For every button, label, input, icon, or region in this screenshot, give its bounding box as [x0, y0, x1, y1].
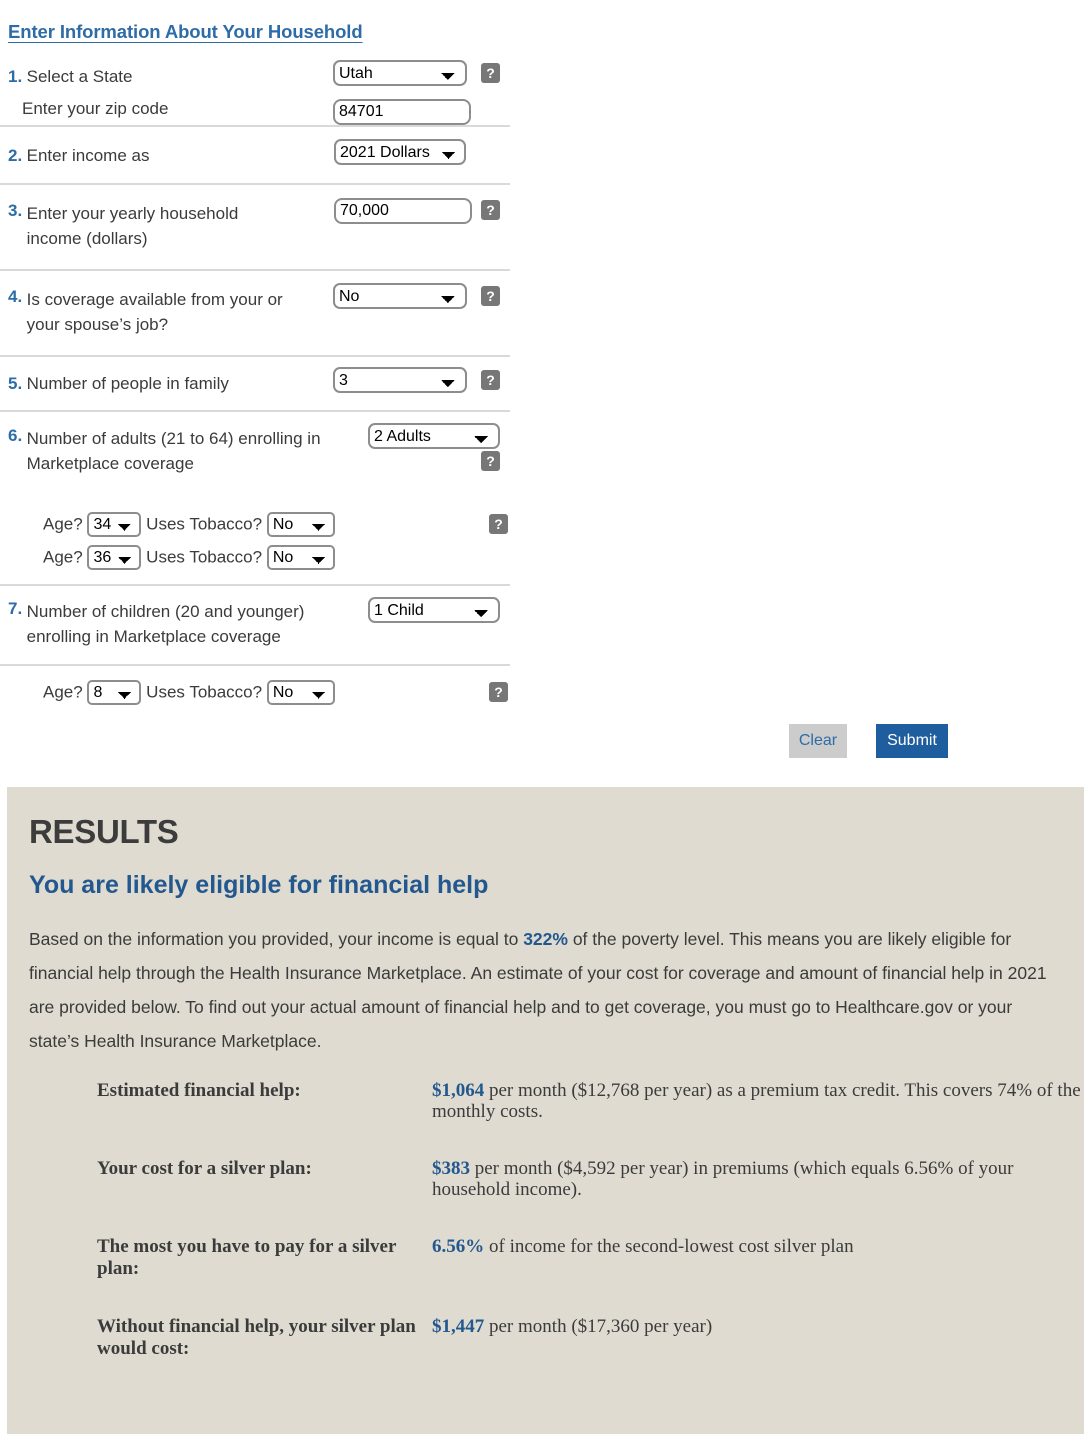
- adult-row-2: [8, 541, 510, 574]
- adult-2-tobacco-select[interactable]: [267, 545, 335, 570]
- adults-count-select[interactable]: [368, 423, 500, 449]
- children-count-select[interactable]: [368, 597, 500, 623]
- help-icon-adults[interactable]: ?: [481, 451, 500, 471]
- paragraph-part-1: Based on the information you provided, your income is equal to: [29, 929, 524, 949]
- submit-button[interactable]: Submit: [876, 724, 948, 758]
- table-row: [97, 1080, 1084, 1158]
- help-icon-income[interactable]: ?: [481, 200, 500, 220]
- result-value: [432, 1316, 1084, 1360]
- question-number: 4.: [8, 287, 23, 306]
- question-row-adults: [0, 412, 510, 586]
- adult-row-1: [8, 508, 510, 541]
- question-row-family-size: [0, 357, 510, 412]
- help-icon-child-ages[interactable]: ?: [489, 682, 508, 702]
- form-actions: [0, 724, 1084, 768]
- results-subheading: You are likely eligible for financial help: [29, 871, 489, 899]
- paragraph-part-2: of the poverty level. This means you are likely eligible for financial help through the Health Insurance Marketplace. An estimate of your cost for coverage and amount of financial help in 2021 are provided below. To find out your actual amount of financial help and to get coverage, you must go to Healthcare.gov or your state’s Health Insurance Marketplace.: [29, 929, 1047, 1051]
- result-value: [432, 1080, 1084, 1158]
- page-title: Enter Information About Your Household: [8, 21, 363, 42]
- result-highlight: 6.56%: [432, 1236, 485, 1257]
- help-icon-family-size[interactable]: ?: [481, 370, 500, 390]
- zip-code-label: Enter your zip code: [22, 99, 169, 118]
- results-table: [97, 1080, 1084, 1360]
- question-row-children: [0, 586, 510, 666]
- result-highlight: $383: [432, 1158, 470, 1179]
- question-label: Number of people in family: [26, 374, 229, 393]
- question-label: Is coverage available from your or your spouse’s job?: [26, 290, 283, 334]
- help-icon-ages[interactable]: ?: [489, 514, 508, 534]
- question-number: 1.: [8, 67, 23, 86]
- table-row: [97, 1236, 1084, 1316]
- question-label: Select a State: [26, 67, 133, 86]
- results-heading: RESULTS: [29, 813, 179, 850]
- family-size-select[interactable]: [333, 367, 467, 393]
- result-label: Your cost for a silver plan:: [97, 1158, 312, 1179]
- result-rest: of income for the second-lowest cost silver plan: [484, 1236, 854, 1257]
- table-row: [97, 1316, 1084, 1360]
- help-icon-state[interactable]: ?: [481, 63, 500, 83]
- child-1-tobacco-select[interactable]: [267, 680, 335, 705]
- result-rest: per month ($4,592 per year) in premiums (which equals 6.56% of your household income).: [432, 1158, 1014, 1200]
- question-row-income-basis: [0, 127, 510, 185]
- result-label: Estimated financial help:: [97, 1080, 301, 1101]
- state-select[interactable]: [333, 60, 467, 86]
- poverty-percent: 322%: [523, 929, 568, 949]
- question-label: Number of adults (21 to 64) enrolling in Marketplace coverage: [26, 429, 321, 473]
- question-label: Enter your yearly household income (dollars): [26, 204, 239, 248]
- question-row-income: [0, 185, 510, 271]
- income-basis-select[interactable]: [334, 139, 466, 165]
- question-label: Enter income as: [26, 146, 150, 165]
- result-highlight: $1,064: [432, 1080, 485, 1101]
- results-paragraph: [29, 922, 1049, 1058]
- question-number: 6.: [8, 426, 23, 445]
- tobacco-label: Uses Tobacco?: [146, 547, 263, 567]
- income-input[interactable]: [334, 198, 472, 224]
- question-row-job-coverage: [0, 271, 510, 357]
- age-label: Age?: [43, 514, 83, 534]
- question-row-state: [0, 55, 510, 127]
- question-label: Number of children (20 and younger) enrolling in Marketplace coverage: [26, 602, 305, 646]
- help-icon-job-coverage[interactable]: ?: [481, 286, 500, 306]
- question-number: 2.: [8, 146, 23, 165]
- result-value: [432, 1236, 1084, 1316]
- child-1-age-select[interactable]: [87, 680, 141, 705]
- adult-1-age-select[interactable]: [87, 512, 141, 537]
- adult-1-tobacco-select[interactable]: [267, 512, 335, 537]
- table-row: [97, 1158, 1084, 1236]
- age-label: Age?: [43, 682, 83, 702]
- result-rest: per month ($17,360 per year): [484, 1316, 713, 1337]
- results-panel: [7, 787, 1084, 1434]
- job-coverage-select[interactable]: [333, 283, 467, 309]
- tobacco-label: Uses Tobacco?: [146, 682, 263, 702]
- result-rest: per month ($12,768 per year) as a premium tax credit. This covers 74% of the monthly costs.: [432, 1080, 1081, 1122]
- result-highlight: $1,447: [432, 1316, 485, 1337]
- question-number: 3.: [8, 201, 23, 220]
- result-label: The most you have to pay for a silver plan:: [97, 1236, 397, 1279]
- result-label: Without financial help, your silver plan would cost:: [97, 1316, 416, 1359]
- adult-2-age-select[interactable]: [87, 545, 141, 570]
- tobacco-label: Uses Tobacco?: [146, 514, 263, 534]
- zip-code-input[interactable]: [333, 99, 471, 125]
- clear-button[interactable]: Clear: [789, 724, 847, 758]
- question-number: 5.: [8, 374, 23, 393]
- child-ages-section: [0, 666, 510, 719]
- question-number: 7.: [8, 599, 23, 618]
- result-value: [432, 1158, 1084, 1236]
- age-label: Age?: [43, 547, 83, 567]
- child-row-1: [8, 676, 510, 709]
